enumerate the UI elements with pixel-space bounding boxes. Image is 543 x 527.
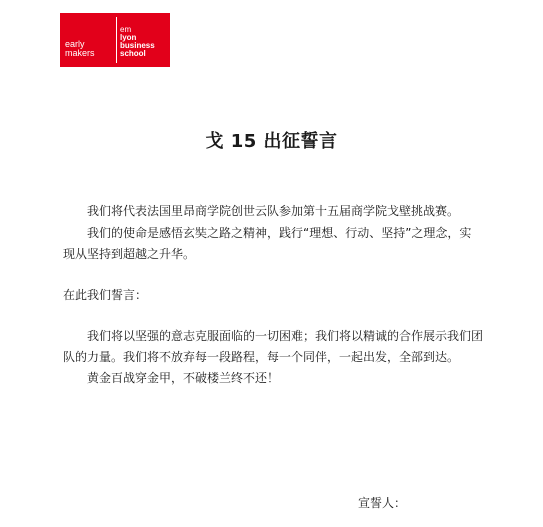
paragraph-slogan: 黄金百战穿金甲，不破楼兰终不还！ bbox=[87, 371, 280, 385]
paragraph-mission-intro: 我们将代表法国里昂商学院创世云队参加第十五届商学院戈壁挑战赛。 bbox=[87, 204, 460, 218]
signer-label: 宣誓人： bbox=[358, 496, 407, 510]
logo-wordmark-line1: em bbox=[120, 25, 132, 34]
logo-wordmark-line3: business bbox=[120, 41, 155, 50]
logo-tagline bbox=[65, 40, 95, 58]
logo-wordmark bbox=[120, 26, 155, 58]
logo-wordmark-line4: school bbox=[120, 49, 146, 58]
emlyon-logo bbox=[60, 13, 170, 67]
logo-tagline-line2: makers bbox=[65, 48, 95, 58]
paragraph-mission: 我们的使命是感悟玄奘之路之精神，践行“理想、行动、坚持”之理念，实现从坚持到超越之升华。 bbox=[63, 226, 472, 261]
logo-wordmark-line2: lyon bbox=[120, 33, 137, 42]
document-title: 戈 15 出征誓言 bbox=[205, 131, 338, 152]
logo-divider bbox=[116, 17, 117, 63]
paragraph-oath: 我们将以坚强的意志克服面临的一切困难；我们将以精诚的合作展示我们团队的力量。我们将不放弃每一段路程，每一个同伴，一起出发，全部到达。 bbox=[63, 329, 484, 364]
logo-tagline-line1: early bbox=[65, 39, 85, 49]
paragraph-oath-heading: 在此我们誓言： bbox=[63, 288, 148, 302]
